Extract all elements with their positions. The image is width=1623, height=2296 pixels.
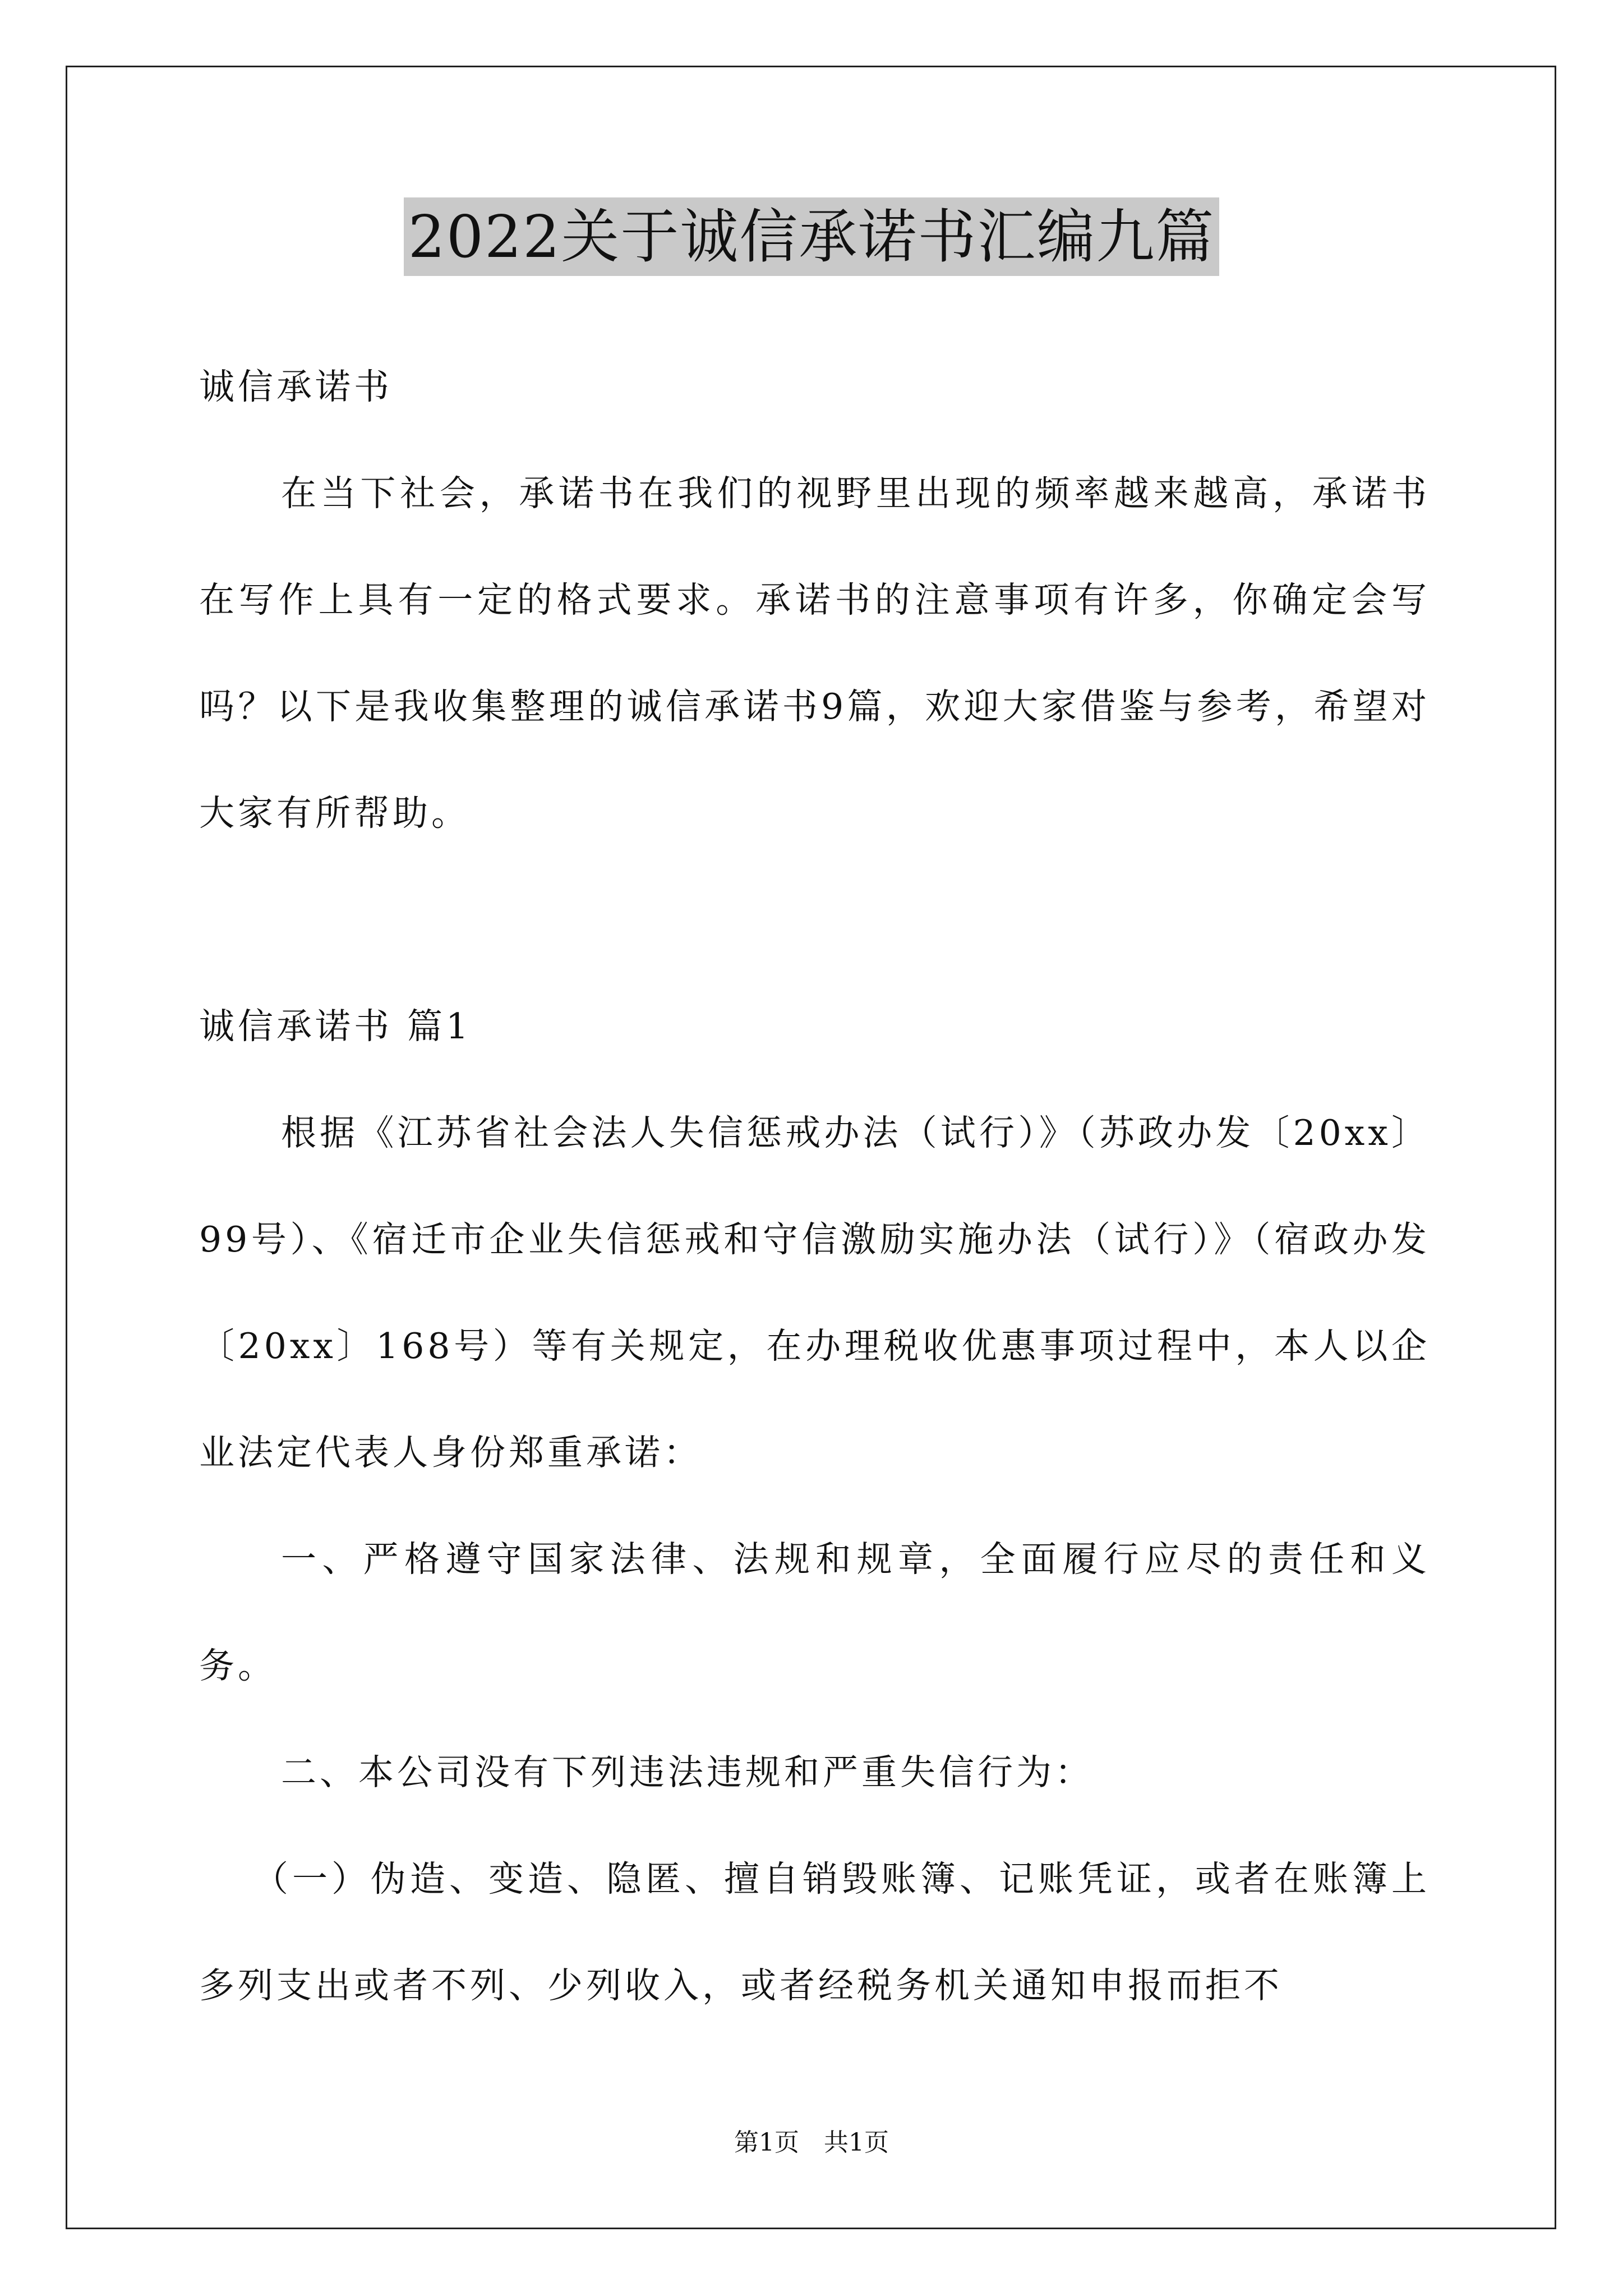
article-heading: 诚信承诺书 篇1 xyxy=(199,1006,472,1047)
page-footer: 第1页 共1页 xyxy=(734,2128,889,2157)
title-container xyxy=(0,197,1623,276)
intro-paragraph: 在当下社会，承诺书在我们的视野里出现的频率越来越高，承诺书在写作上具有一定的格式要求。承诺书的注意事项有许多，你确定会写吗？以下是我收集整理的诚信承诺书9篇，欢迎大家借鉴与参考，希望对大家有所帮助。 xyxy=(199,473,1430,834)
spacer xyxy=(199,867,1430,973)
article-paragraph-1: 根据《江苏省社会法人失信惩戒办法（试行）》（苏政办发〔20xx〕99号）、《宿迁市企业失信惩戒和守信激励实施办法（试行）》（宿政办发〔20xx〕168号）等有关规定，在办理税收优惠事项过程中，本人以企业法定代表人身份郑重承诺： xyxy=(199,1112,1430,1473)
article-paragraph-2: 一、严格遵守国家法律、法规和规章，全面履行应尽的责任和义务。 xyxy=(199,1539,1430,1686)
document-title: 2022关于诚信承诺书汇编九篇 xyxy=(404,197,1220,276)
document-body xyxy=(199,334,1430,2039)
article-paragraph-3: 二、本公司没有下列违法违规和严重失信行为： xyxy=(281,1752,1094,1793)
section-heading: 诚信承诺书 xyxy=(199,366,393,407)
article-paragraph-4: （一）伪造、变造、隐匿、擅自销毁账簿、记账凭证，或者在账簿上多列支出或者不列、少列收入，或者经税务机关通知申报而拒不 xyxy=(199,1858,1430,2006)
